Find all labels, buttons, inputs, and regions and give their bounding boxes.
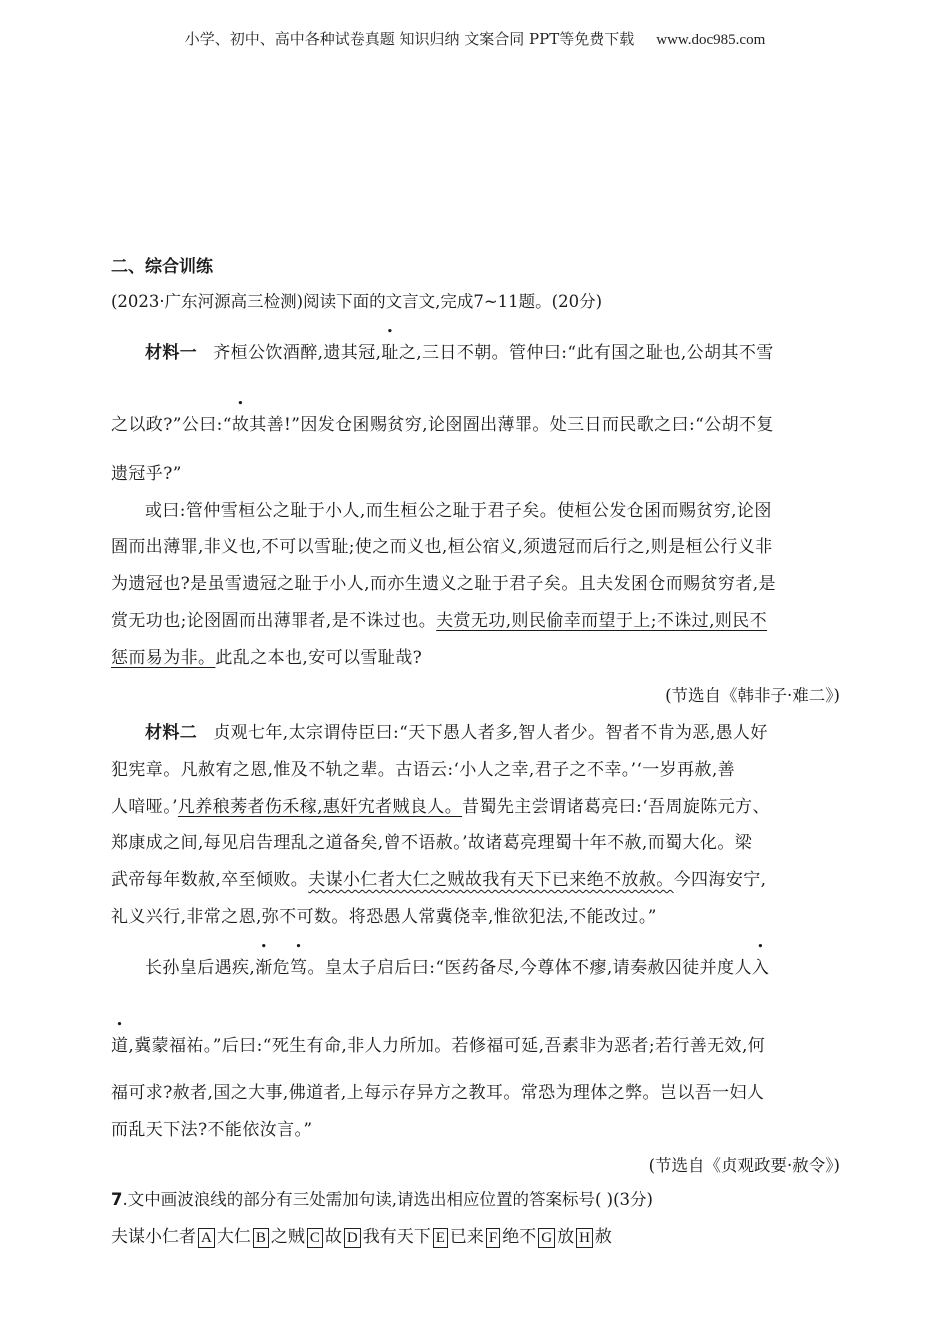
text: 贞观七年,太宗谓侍臣曰:“天下愚人者多,智人者少。智者不肯为恶,愚人好 xyxy=(213,723,768,743)
option-c[interactable]: C xyxy=(307,1228,323,1248)
m1-source: (节选自《韩非子·难二》) xyxy=(665,686,840,705)
text: 长孙皇后遇疾, xyxy=(145,958,256,978)
m2-line-10: 而乱天下法?不能依汝言。” xyxy=(111,1120,313,1140)
segment: 已来 xyxy=(449,1227,484,1247)
dotted-char: 道 xyxy=(111,1036,129,1056)
segment: 大仁 xyxy=(216,1227,251,1247)
segment: 放 xyxy=(557,1227,575,1247)
text: ,冀蒙福祐。”后曰:“死生有命,非人力所加。若修福可延,吾素非为恶者;若行善无效,何 xyxy=(128,1036,766,1056)
question-number: 7 xyxy=(111,1190,123,1209)
text: 昔蜀先主尝谓诸葛亮曰:‘吾周旋陈元方、 xyxy=(462,797,770,817)
text: 今四海安宁, xyxy=(673,870,767,890)
option-b[interactable]: B xyxy=(253,1228,269,1248)
intro-line: (2023·广东河源高三检测)阅读下面的文言文,完成7~11题。(20分) xyxy=(111,292,603,311)
m1-label: 材料一 xyxy=(145,343,198,363)
text: 赏无功也;论囹圄而出薄罪者,是不诛过也。 xyxy=(111,611,437,631)
text: 此乱之本也,安可以雪耻哉? xyxy=(215,648,423,668)
dotted-char: 入 xyxy=(751,958,770,978)
option-a[interactable]: A xyxy=(198,1228,215,1248)
option-g[interactable]: G xyxy=(538,1228,555,1248)
m2-line-4: 郑康成之间,每见启告理乱之道备矣,曾不语赦。’故诸葛亮理蜀十年不赦,而蜀大化。梁 xyxy=(111,833,753,853)
segment: 夫谋小仁者 xyxy=(111,1227,196,1247)
segment: 赦 xyxy=(594,1227,612,1247)
text: 。皇太子启后曰:“医药备尽,今尊体不瘳,请奏赦囚徒并度人 xyxy=(307,958,752,978)
option-h[interactable]: H xyxy=(576,1228,593,1248)
m1-line-1 xyxy=(145,338,774,363)
text: 之以政?”公曰:“ xyxy=(111,415,232,435)
option-d[interactable]: D xyxy=(344,1228,361,1248)
text: 危 xyxy=(272,958,291,978)
m2-line-5 xyxy=(111,865,766,890)
dotted-char: 耻 xyxy=(381,343,399,363)
underlined-text: 凡养稂莠者伤禾稼,惠奸宄者贼良人。 xyxy=(177,797,463,817)
question-7 xyxy=(111,1186,653,1210)
m1-line-2 xyxy=(111,410,774,435)
dotted-char: 渐 xyxy=(255,958,273,978)
text: 之,三日不朝。管仲曰:“此有国之耻也,公胡其不雪 xyxy=(398,343,774,363)
m2-line-3 xyxy=(111,792,770,817)
answer-options xyxy=(111,1222,612,1248)
header-url[interactable]: www.doc985.com xyxy=(656,32,766,48)
m2-line-8 xyxy=(111,1031,765,1056)
m2-source: (节选自《贞观政要·赦令》) xyxy=(648,1156,840,1175)
section-title: 二、综合训练 xyxy=(111,257,213,277)
segment: 绝不 xyxy=(502,1227,537,1247)
wavy-underlined-text: 夫谋小仁者大仁之贼故我有天下已来绝不放赦。 xyxy=(308,870,674,890)
header-text: 小学、初中、高中各种试卷真题 知识归纳 文案合同 PPT等免费下载 xyxy=(184,30,635,48)
m1-line-6: 为遗冠也?是虽雪遗冠之耻于小人,而亦生遗义之耻于君子矣。且夫发囷仓而赐贫穷者,是 xyxy=(111,574,776,594)
option-f[interactable]: F xyxy=(486,1228,500,1248)
text: 齐桓公饮酒醉,遗其冠, xyxy=(213,343,382,363)
question-text: .文中画波浪线的部分有三处需加句读,请选出相应位置的答案标号( )(3分) xyxy=(122,1190,653,1209)
dotted-char: 笃 xyxy=(290,958,308,978)
m2-line-6: 礼义兴行,非常之恩,弥不可数。将恐愚人常冀侥幸,惟欲犯法,不能改过。” xyxy=(111,907,657,927)
m1-line-4: 或曰:管仲雪桓公之耻于小人,而生桓公之耻于君子矣。使桓公发仓囷而赐贫穷,论囹 xyxy=(145,501,772,521)
option-e[interactable]: E xyxy=(433,1228,448,1248)
m2-label: 材料二 xyxy=(145,723,198,743)
text: 人喑哑。’ xyxy=(111,797,178,817)
m1-line-8 xyxy=(111,643,422,668)
underlined-text: 夫赏无功,则民偷幸而望于上;不诛过,则民不 xyxy=(436,611,768,631)
text: 武帝每年数赦,卒至倾败。 xyxy=(111,870,309,890)
m1-line-3: 遗冠乎?” xyxy=(111,464,182,484)
m2-line-1 xyxy=(145,718,768,743)
m1-line-7 xyxy=(111,606,767,631)
m2-line-2: 犯宪章。凡赦宥之恩,惟及不轨之辈。古语云:‘小人之幸,君子之不幸。’‘一岁再赦,善 xyxy=(111,760,736,780)
m2-line-7 xyxy=(145,953,769,978)
dotted-char: 故 xyxy=(231,415,250,435)
m1-line-5: 圄而出薄罪,非义也,不可以雪耻;使之而义也,桓公宿义,须遗冠而后行之,则是桓公行义非 xyxy=(111,537,773,557)
segment: 之贼 xyxy=(270,1227,305,1247)
text: 其善!”因发仓囷赐贫穷,论囹圄出薄罪。处三日而民歌之曰:“公胡不复 xyxy=(249,415,774,435)
m2-line-9: 福可求?赦者,国之大事,佛道者,上每示存异方之教耳。常恐为理体之弊。岂以吾一妇人 xyxy=(111,1083,765,1103)
page-header xyxy=(0,28,950,49)
segment: 故 xyxy=(324,1227,342,1247)
underlined-text: 惩而易为非。 xyxy=(111,648,216,668)
segment: 我有天下 xyxy=(362,1227,431,1247)
